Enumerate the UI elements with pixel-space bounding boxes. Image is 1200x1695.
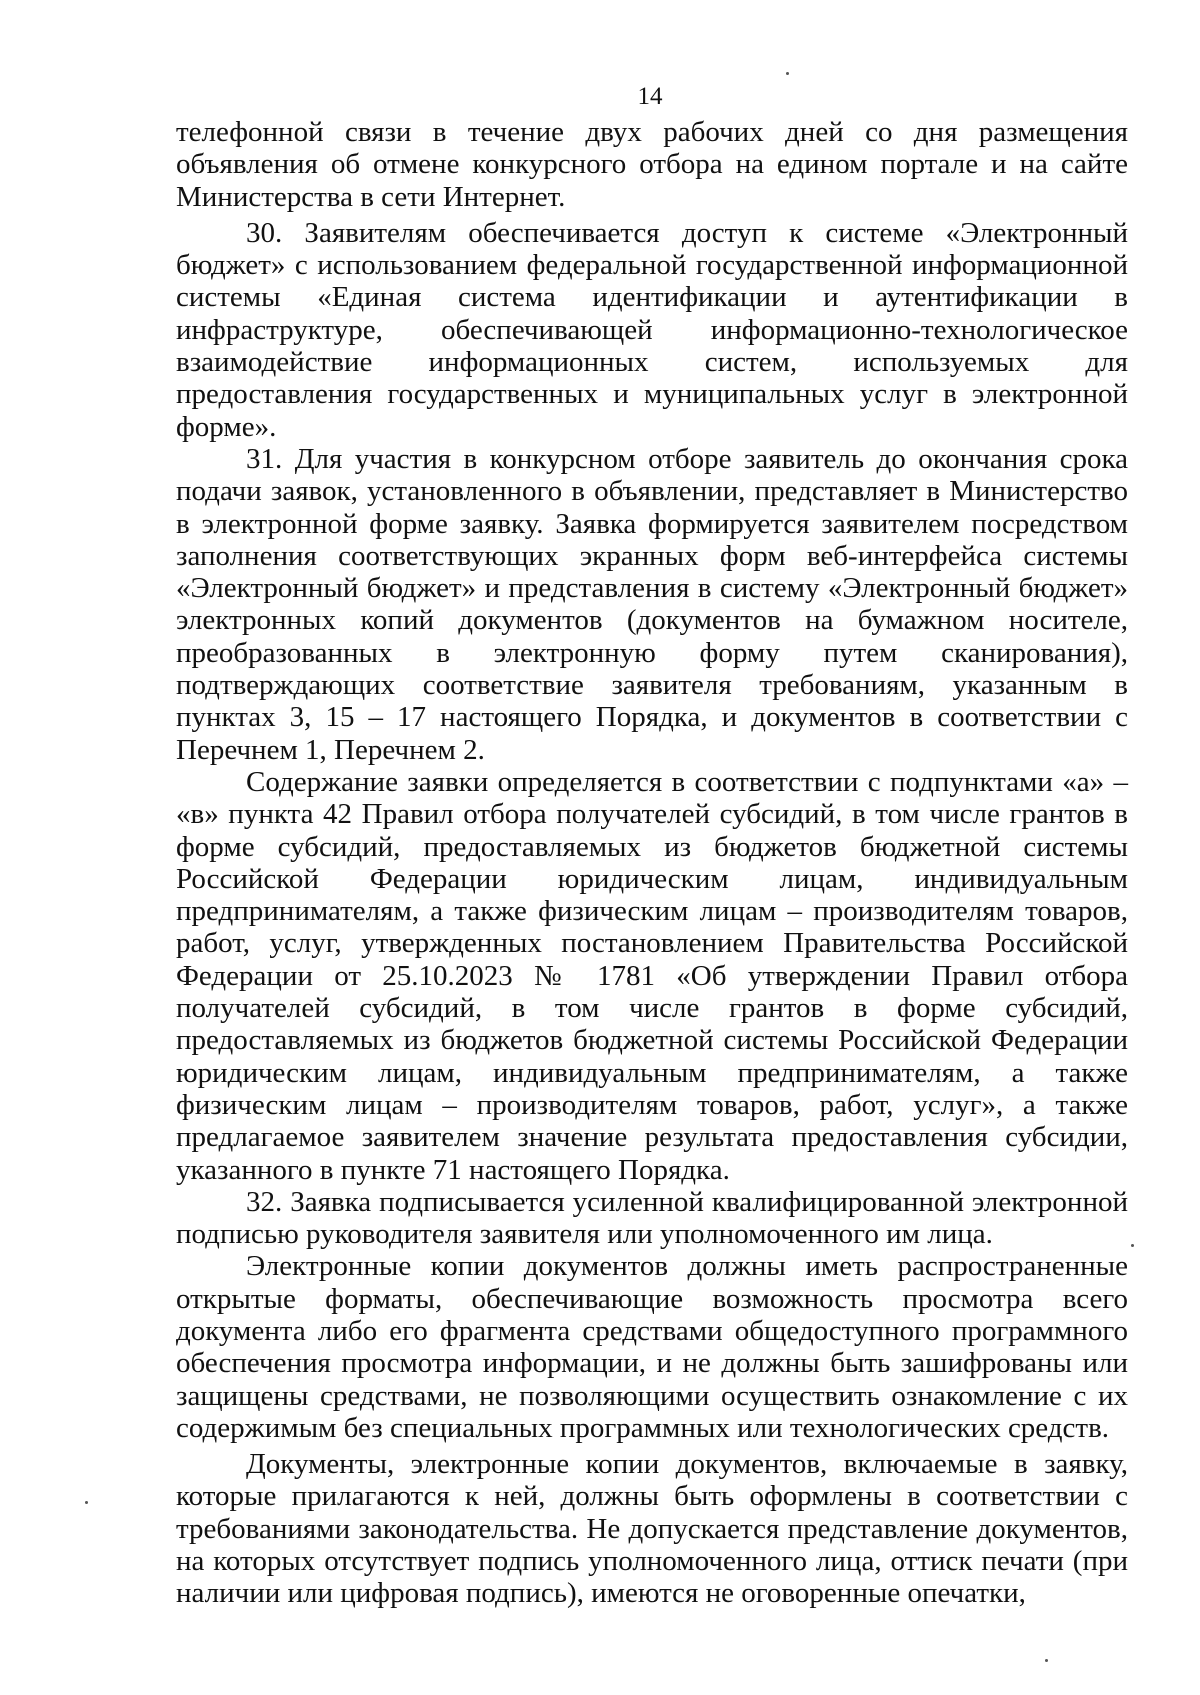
scan-speck: [1131, 1244, 1134, 1247]
paragraph-item-32: 32. Заявка подписывается усиленной квалифицированной электронной подписью руководителя заявителя или уполномоченного им лица.: [176, 1185, 1128, 1251]
scan-speck: [1045, 1659, 1048, 1662]
paragraph-electronic-copies: Электронные копии документов должны иметь распространенные открытые форматы, обеспечивающие возможность просмотра всего документа либо его фрагмента средствами общедоступного программного обеспечения просмотра информации, и не должны быть зашифрованы или защищены средствами, не позволяющими осуществить ознакомление с их содержимым без специальных программных или технологических средств.: [176, 1250, 1128, 1444]
paragraph-item-31: 31. Для участия в конкурсном отборе заявитель до окончания срока подачи заявок, установленного в объявлении, представляет в Министерство в электронной форме заявку. Заявка формируется заявителем посредством заполнения соответствующих экранных форм веб-интерфейса системы «Электронный бюджет» и представления в систему «Электронный бюджет» электронных копий документов (документов на бумажном носителе, преобразованных в электронную форму путем сканирования), подтверждающих соответствие заявителя требованиям, указанным в пунктах 3, 15 – 17 настоящего Порядка, и документов в соответствии с Перечнем 1, Перечнем 2.: [176, 442, 1128, 766]
paragraph-continuation: телефонной связи в течение двух рабочих дней со дня размещения объявления об отмене конкурсного отбора на едином портале и на сайте Министерства в сети Интернет.: [176, 116, 1128, 213]
paragraph-application-content: Содержание заявки определяется в соответствии с подпунктами «а» – «в» пункта 42 Правил отбора получателей субсидий, в том числе грантов в форме субсидий, предоставляемых из бюджетов бюджетной системы Российской Федерации юридическим лицам, индивидуальным предпринимателям, а также физическим лицам – производителям товаров, работ, услуг, утвержденных постановлением Правительства Российской Федерации от 25.10.2023 № 1781 «Об утверждении Правил отбора получателей субсидий, в том числе грантов в форме субсидий, предоставляемых из бюджетов бюджетной системы Российской Федерации юридическим лицам, индивидуальным предпринимателям, а также физическим лицам – производителям товаров, работ, услуг», а также предлагаемое заявителем значение результата предоставления субсидии, указанного в пункте 71 настоящего Порядка.: [176, 765, 1128, 1186]
scan-speck: [85, 1501, 88, 1504]
paragraph-documents-requirements: Документы, электронные копии документов, включаемые в заявку, которые прилагаются к ней, должны быть оформлены в соответствии с требованиями законодательства. Не допускается представление документов, на которых отсутствует подпись уполномоченного лица, оттиск печати (при наличии или цифровая подпись), имеются не оговоренные опечатки,: [176, 1448, 1128, 1610]
scan-speck: [786, 72, 789, 75]
page-number: 14: [637, 83, 663, 110]
document-body: [176, 116, 1128, 1610]
paragraph-item-30: 30. Заявителям обеспечивается доступ к системе «Электронный бюджет» с использованием федеральной государственной информационной системы «Единая система идентификации и аутентификации в инфраструктуре, обеспечивающей информационно-технологическое взаимодействие информационных систем, используемых для предоставления государственных и муниципальных услуг в электронной форме».: [176, 216, 1128, 443]
